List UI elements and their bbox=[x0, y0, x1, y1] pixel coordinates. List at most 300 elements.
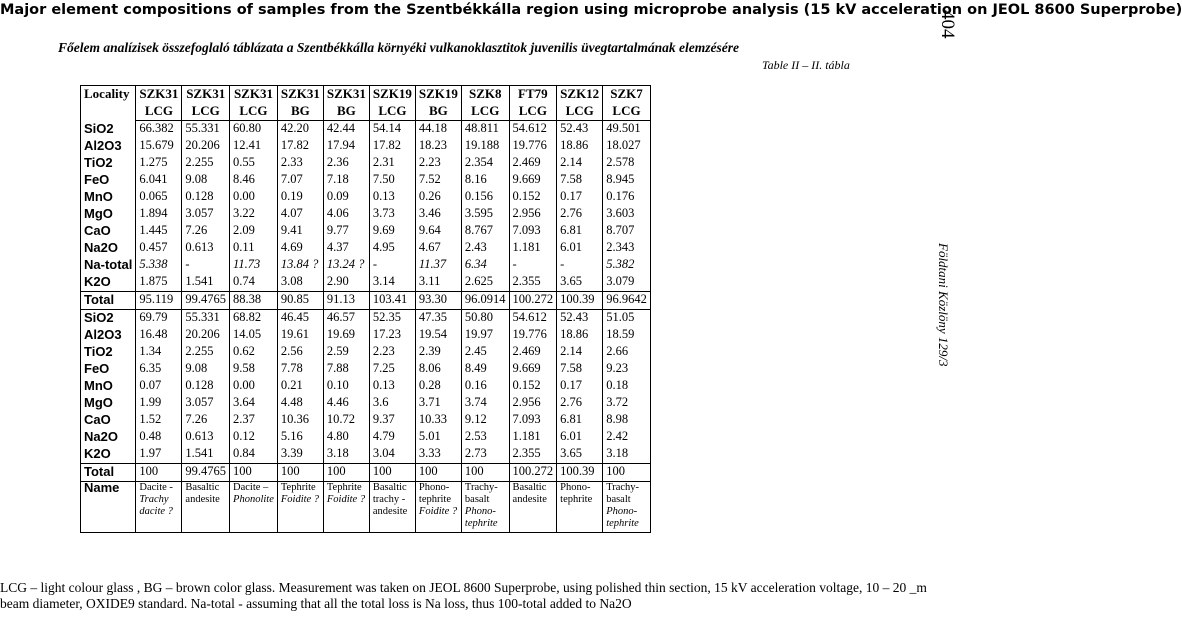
rock-name-line: Basaltic bbox=[512, 482, 547, 493]
table-cell: 3.603 bbox=[603, 206, 651, 223]
row-label: MgO bbox=[81, 206, 136, 223]
table-cell: 5.16 bbox=[277, 429, 323, 446]
column-glass-type-header: BG bbox=[277, 103, 323, 121]
table-cell: 18.59 bbox=[603, 327, 651, 344]
rock-name-line: Phonolite bbox=[233, 494, 274, 505]
table-row bbox=[81, 327, 651, 344]
table-cell: 2.14 bbox=[557, 155, 603, 172]
table-cell: 7.78 bbox=[277, 361, 323, 378]
table-row bbox=[81, 361, 651, 378]
row-label: FeO bbox=[81, 172, 136, 189]
table-cell: 2.45 bbox=[461, 344, 509, 361]
table-footnote: LCG – light colour glass , BG – brown color glass. Measurement was taken on JEOL 8600 Superprobe, using polished thin section, 15 kV acceleration voltage, 10 – 20 _m beam diameter, OXIDE9 standard. Na-total - assuming that all the total loss is Na loss, thus 100-total added to Na2O bbox=[0, 580, 927, 611]
table-cell: 0.457 bbox=[136, 240, 182, 257]
page-number: 404 bbox=[937, 10, 958, 39]
table-cell: 0.152 bbox=[509, 189, 557, 206]
table-cell: 0.128 bbox=[182, 189, 230, 206]
table-cell: 0.26 bbox=[415, 189, 461, 206]
rock-name-line: andesite bbox=[372, 506, 408, 517]
row-label: K2O bbox=[81, 274, 136, 292]
table-cell: 10.33 bbox=[415, 412, 461, 429]
table-cell: 18.23 bbox=[415, 138, 461, 155]
table-cell: 100 bbox=[461, 464, 509, 482]
table-cell: 2.354 bbox=[461, 155, 509, 172]
table-cell: 42.20 bbox=[277, 121, 323, 139]
table-cell: 2.355 bbox=[509, 446, 557, 464]
table-cell: 2.37 bbox=[230, 412, 278, 429]
rock-name-line: Tephrite bbox=[280, 482, 316, 493]
table-cell: 0.613 bbox=[182, 429, 230, 446]
row-label: Na2O bbox=[81, 240, 136, 257]
row-label: SiO2 bbox=[81, 121, 136, 139]
table-cell: 0.613 bbox=[182, 240, 230, 257]
table-cell: 0.21 bbox=[277, 378, 323, 395]
rock-name-line: Trachy- bbox=[606, 482, 640, 493]
table-cell: 19.97 bbox=[461, 327, 509, 344]
table-cell: 2.76 bbox=[557, 395, 603, 412]
row-label: SiO2 bbox=[81, 310, 136, 328]
table-row bbox=[81, 155, 651, 172]
table-cell: 3.08 bbox=[277, 274, 323, 292]
table-cell: 4.46 bbox=[323, 395, 369, 412]
table-cell: 66.382 bbox=[136, 121, 182, 139]
column-glass-type-header: BG bbox=[323, 103, 369, 121]
rock-name-cell bbox=[323, 482, 369, 533]
column-sample-header: FT79 bbox=[509, 86, 557, 104]
rock-name-line: Basaltic bbox=[185, 482, 220, 493]
table-cell: 9.08 bbox=[182, 172, 230, 189]
column-sample-header: SZK7 bbox=[603, 86, 651, 104]
table-cell: 1.894 bbox=[136, 206, 182, 223]
document-title-english: Major element compositions of samples from the Szentbékkálla region using microprobe analysis (15 kV acceleration on JEOL 8600 Superprobe) bbox=[0, 2, 1182, 18]
table-cell: 9.669 bbox=[509, 172, 557, 189]
row-label: Al2O3 bbox=[81, 138, 136, 155]
table-cell: 100.272 bbox=[509, 464, 557, 482]
table-cell: 19.69 bbox=[323, 327, 369, 344]
table-cell: 9.77 bbox=[323, 223, 369, 240]
table-cell: 2.31 bbox=[369, 155, 415, 172]
table-cell: 88.38 bbox=[230, 292, 278, 310]
table-cell: 100 bbox=[323, 464, 369, 482]
row-label: TiO2 bbox=[81, 155, 136, 172]
table-cell: 12.41 bbox=[230, 138, 278, 155]
rock-name-line: tephrite bbox=[560, 494, 593, 505]
table-cell: 4.06 bbox=[323, 206, 369, 223]
table-row bbox=[81, 429, 651, 446]
table-cell: 9.12 bbox=[461, 412, 509, 429]
column-sample-header: SZK31 bbox=[230, 86, 278, 104]
table-cell: 0.18 bbox=[603, 378, 651, 395]
table-cell: 100.39 bbox=[557, 464, 603, 482]
column-sample-header: SZK31 bbox=[323, 86, 369, 104]
header-row-glass-type bbox=[81, 103, 651, 121]
table-cell: 0.10 bbox=[323, 378, 369, 395]
table-cell: 0.28 bbox=[415, 378, 461, 395]
table-cell: 1.875 bbox=[136, 274, 182, 292]
table-cell: 11.37 bbox=[415, 257, 461, 274]
rock-name-cell bbox=[182, 482, 230, 533]
row-label: CaO bbox=[81, 412, 136, 429]
table-cell: 4.79 bbox=[369, 429, 415, 446]
rock-name-line: andesite bbox=[185, 494, 220, 505]
table-cell: 13.84 ? bbox=[277, 257, 323, 274]
table-cell: 54.612 bbox=[509, 121, 557, 139]
table-cell: 6.01 bbox=[557, 240, 603, 257]
table-cell: 2.09 bbox=[230, 223, 278, 240]
table-cell: 2.956 bbox=[509, 395, 557, 412]
table-cell: 6.041 bbox=[136, 172, 182, 189]
table-row bbox=[81, 464, 651, 482]
table-cell: 8.98 bbox=[603, 412, 651, 429]
table-cell: 9.64 bbox=[415, 223, 461, 240]
table-row bbox=[81, 310, 651, 328]
column-glass-type-header: LCG bbox=[603, 103, 651, 121]
row-label: FeO bbox=[81, 361, 136, 378]
table-cell: 20.206 bbox=[182, 327, 230, 344]
table-cell: 100 bbox=[415, 464, 461, 482]
rock-name-line: Foidite ? bbox=[418, 506, 458, 517]
table-cell: 9.23 bbox=[603, 361, 651, 378]
table-cell: 93.30 bbox=[415, 292, 461, 310]
table-cell: - bbox=[369, 257, 415, 274]
table-cell: 6.81 bbox=[557, 223, 603, 240]
rock-name-cell bbox=[415, 482, 461, 533]
table-cell: 4.95 bbox=[369, 240, 415, 257]
row-label: MgO bbox=[81, 395, 136, 412]
table-cell: 1.445 bbox=[136, 223, 182, 240]
table-cell: 9.58 bbox=[230, 361, 278, 378]
table-row bbox=[81, 172, 651, 189]
table-cell: 19.776 bbox=[509, 327, 557, 344]
table-cell: 7.52 bbox=[415, 172, 461, 189]
table-cell: 8.707 bbox=[603, 223, 651, 240]
table-cell: 1.181 bbox=[509, 240, 557, 257]
rock-name-line: tephrite bbox=[464, 518, 498, 529]
table-cell: 3.079 bbox=[603, 274, 651, 292]
rock-name-line: basalt bbox=[464, 494, 490, 505]
rock-name-line: Tephrite bbox=[326, 482, 362, 493]
table-cell: 7.58 bbox=[557, 361, 603, 378]
table-cell: 7.25 bbox=[369, 361, 415, 378]
table-cell: 9.08 bbox=[182, 361, 230, 378]
table-cell: 68.82 bbox=[230, 310, 278, 328]
rock-name-cell bbox=[277, 482, 323, 533]
table-cell: 2.66 bbox=[603, 344, 651, 361]
table-label: Table II – II. tábla bbox=[762, 58, 850, 72]
column-sample-header: SZK31 bbox=[136, 86, 182, 104]
column-sample-header: SZK19 bbox=[369, 86, 415, 104]
table-cell: 2.625 bbox=[461, 274, 509, 292]
table-cell: 11.73 bbox=[230, 257, 278, 274]
table-cell: 2.956 bbox=[509, 206, 557, 223]
table-cell: 17.82 bbox=[369, 138, 415, 155]
rock-name-line: trachy - bbox=[372, 494, 406, 505]
table-cell: 3.71 bbox=[415, 395, 461, 412]
rock-name-line: Trachy bbox=[139, 494, 169, 505]
table-cell: 4.69 bbox=[277, 240, 323, 257]
table-cell: 3.74 bbox=[461, 395, 509, 412]
table-cell: 6.35 bbox=[136, 361, 182, 378]
table-cell: 8.767 bbox=[461, 223, 509, 240]
table-cell: 1.34 bbox=[136, 344, 182, 361]
table-cell: 3.18 bbox=[323, 446, 369, 464]
rock-name-line: Phono- bbox=[606, 506, 638, 517]
table-cell: 90.85 bbox=[277, 292, 323, 310]
table-cell: 0.07 bbox=[136, 378, 182, 395]
table-cell: 0.48 bbox=[136, 429, 182, 446]
table-cell: 100 bbox=[369, 464, 415, 482]
table-cell: 2.43 bbox=[461, 240, 509, 257]
rock-name-line: Trachy- bbox=[464, 482, 498, 493]
table-cell: 1.99 bbox=[136, 395, 182, 412]
table-cell: 7.88 bbox=[323, 361, 369, 378]
table-cell: 3.46 bbox=[415, 206, 461, 223]
rock-name-line: Dacite – bbox=[233, 482, 269, 493]
table-cell: 48.811 bbox=[461, 121, 509, 139]
table-cell: 54.14 bbox=[369, 121, 415, 139]
table-cell: 0.13 bbox=[369, 189, 415, 206]
table-cell: 4.67 bbox=[415, 240, 461, 257]
table-cell: 2.33 bbox=[277, 155, 323, 172]
table-cell: 95.119 bbox=[136, 292, 182, 310]
table-cell: 14.05 bbox=[230, 327, 278, 344]
rock-name-cell bbox=[369, 482, 415, 533]
table-cell: 96.0914 bbox=[461, 292, 509, 310]
table-cell: 2.39 bbox=[415, 344, 461, 361]
table-cell: 0.55 bbox=[230, 155, 278, 172]
table-cell: 103.41 bbox=[369, 292, 415, 310]
table-cell: 60.80 bbox=[230, 121, 278, 139]
table-cell: 17.23 bbox=[369, 327, 415, 344]
table-cell: 3.65 bbox=[557, 274, 603, 292]
table-cell: 1.541 bbox=[182, 274, 230, 292]
table-cell: 0.84 bbox=[230, 446, 278, 464]
composition-table bbox=[80, 85, 651, 533]
table-cell: 3.65 bbox=[557, 446, 603, 464]
table-cell: 1.97 bbox=[136, 446, 182, 464]
table-cell: 51.05 bbox=[603, 310, 651, 328]
table-cell: 18.027 bbox=[603, 138, 651, 155]
table-cell: 9.37 bbox=[369, 412, 415, 429]
table-row bbox=[81, 240, 651, 257]
table-cell: 3.18 bbox=[603, 446, 651, 464]
table-cell: 7.18 bbox=[323, 172, 369, 189]
table-cell: 3.64 bbox=[230, 395, 278, 412]
table-cell: 91.13 bbox=[323, 292, 369, 310]
rock-name-cell bbox=[230, 482, 278, 533]
table-cell: 19.776 bbox=[509, 138, 557, 155]
table-cell: 7.07 bbox=[277, 172, 323, 189]
table-cell: 0.00 bbox=[230, 378, 278, 395]
table-cell: 7.26 bbox=[182, 412, 230, 429]
table-row bbox=[81, 395, 651, 412]
table-cell: 4.48 bbox=[277, 395, 323, 412]
table-cell: 3.057 bbox=[182, 206, 230, 223]
locality-header: Locality bbox=[81, 86, 136, 121]
table-cell: 100 bbox=[603, 464, 651, 482]
table-cell: 8.49 bbox=[461, 361, 509, 378]
table-cell: 69.79 bbox=[136, 310, 182, 328]
table-cell: 0.16 bbox=[461, 378, 509, 395]
table-cell: 2.36 bbox=[323, 155, 369, 172]
table-cell: 2.469 bbox=[509, 155, 557, 172]
table-cell: 2.469 bbox=[509, 344, 557, 361]
row-label: Na2O bbox=[81, 429, 136, 446]
table-cell: 13.24 ? bbox=[323, 257, 369, 274]
table-cell: 99.4765 bbox=[182, 464, 230, 482]
table-cell: 10.72 bbox=[323, 412, 369, 429]
table-cell: 0.152 bbox=[509, 378, 557, 395]
table-cell: 8.06 bbox=[415, 361, 461, 378]
document-title-hungarian: Főelem analízisek összefoglaló táblázata a Szentbékkálla környéki vulkanoklasztitok juvenilis üvegtartalmának elemzésére bbox=[58, 40, 740, 55]
table-cell: 0.176 bbox=[603, 189, 651, 206]
table-cell: 2.23 bbox=[369, 344, 415, 361]
table-cell: 7.26 bbox=[182, 223, 230, 240]
table-cell: 17.82 bbox=[277, 138, 323, 155]
table-row bbox=[81, 378, 651, 395]
rock-name-cell bbox=[603, 482, 651, 533]
rock-name-line: dacite ? bbox=[139, 506, 173, 517]
table-cell: 19.54 bbox=[415, 327, 461, 344]
table-cell: 6.01 bbox=[557, 429, 603, 446]
table-cell: 2.59 bbox=[323, 344, 369, 361]
table-cell: 8.46 bbox=[230, 172, 278, 189]
table-row bbox=[81, 206, 651, 223]
table-cell: 3.72 bbox=[603, 395, 651, 412]
row-label: TiO2 bbox=[81, 344, 136, 361]
table-cell: 10.36 bbox=[277, 412, 323, 429]
table-cell: 2.56 bbox=[277, 344, 323, 361]
table-cell: 100 bbox=[277, 464, 323, 482]
header-row-samples bbox=[81, 86, 651, 104]
table-cell: 0.19 bbox=[277, 189, 323, 206]
table-cell: 52.35 bbox=[369, 310, 415, 328]
column-glass-type-header: LCG bbox=[182, 103, 230, 121]
table-row bbox=[81, 344, 651, 361]
table-cell: 3.6 bbox=[369, 395, 415, 412]
row-label: MnO bbox=[81, 189, 136, 206]
table-cell: 1.275 bbox=[136, 155, 182, 172]
table-cell: 55.331 bbox=[182, 310, 230, 328]
row-label: Name bbox=[81, 482, 136, 533]
rock-name-line: andesite bbox=[512, 494, 547, 505]
table-cell: 0.12 bbox=[230, 429, 278, 446]
column-sample-header: SZK19 bbox=[415, 86, 461, 104]
row-label: Total bbox=[81, 292, 136, 310]
table-cell: 100 bbox=[230, 464, 278, 482]
rock-name-line: Foidite ? bbox=[326, 494, 366, 505]
table-row bbox=[81, 292, 651, 310]
table-cell: - bbox=[509, 257, 557, 274]
table-cell: 2.255 bbox=[182, 344, 230, 361]
column-glass-type-header: LCG bbox=[230, 103, 278, 121]
table-cell: 54.612 bbox=[509, 310, 557, 328]
table-cell: 2.76 bbox=[557, 206, 603, 223]
table-cell: 0.17 bbox=[557, 189, 603, 206]
column-glass-type-header: LCG bbox=[509, 103, 557, 121]
rock-name-line: tephrite bbox=[606, 518, 639, 529]
table-cell: 8.16 bbox=[461, 172, 509, 189]
table-cell: 7.58 bbox=[557, 172, 603, 189]
table-cell: 6.34 bbox=[461, 257, 509, 274]
column-sample-header: SZK31 bbox=[182, 86, 230, 104]
table-cell: 0.62 bbox=[230, 344, 278, 361]
table-cell: 3.04 bbox=[369, 446, 415, 464]
table-cell: 1.541 bbox=[182, 446, 230, 464]
table-cell: 7.093 bbox=[509, 223, 557, 240]
column-glass-type-header: LCG bbox=[461, 103, 509, 121]
table-cell: 1.181 bbox=[509, 429, 557, 446]
table-cell: 100 bbox=[136, 464, 182, 482]
table-cell: 3.595 bbox=[461, 206, 509, 223]
table-cell: 1.52 bbox=[136, 412, 182, 429]
table-cell: 2.23 bbox=[415, 155, 461, 172]
table-cell: 5.338 bbox=[136, 257, 182, 274]
table-cell: 0.156 bbox=[461, 189, 509, 206]
table-row-rock-name bbox=[81, 482, 651, 533]
table-cell: 2.90 bbox=[323, 274, 369, 292]
column-glass-type-header: LCG bbox=[557, 103, 603, 121]
table-row bbox=[81, 446, 651, 464]
table-cell: 100.272 bbox=[509, 292, 557, 310]
table-cell: 52.43 bbox=[557, 121, 603, 139]
table-cell: 99.4765 bbox=[182, 292, 230, 310]
table-row bbox=[81, 274, 651, 292]
table-cell: 2.73 bbox=[461, 446, 509, 464]
table-cell: 9.69 bbox=[369, 223, 415, 240]
table-cell: 3.14 bbox=[369, 274, 415, 292]
table-cell: 5.01 bbox=[415, 429, 461, 446]
table-cell: 5.382 bbox=[603, 257, 651, 274]
column-sample-header: SZK8 bbox=[461, 86, 509, 104]
row-label: K2O bbox=[81, 446, 136, 464]
table-cell: 3.057 bbox=[182, 395, 230, 412]
table-cell: 3.39 bbox=[277, 446, 323, 464]
column-glass-type-header: LCG bbox=[369, 103, 415, 121]
row-label: Al2O3 bbox=[81, 327, 136, 344]
table-row bbox=[81, 189, 651, 206]
rock-name-line: Basaltic bbox=[372, 482, 407, 493]
table-cell: 3.73 bbox=[369, 206, 415, 223]
table-cell: 19.61 bbox=[277, 327, 323, 344]
table-cell: 20.206 bbox=[182, 138, 230, 155]
table-cell: 0.11 bbox=[230, 240, 278, 257]
rock-name-line: Phono- bbox=[418, 482, 450, 493]
table-cell: - bbox=[182, 257, 230, 274]
row-label: Total bbox=[81, 464, 136, 482]
table-cell: 49.501 bbox=[603, 121, 651, 139]
rock-name-cell bbox=[557, 482, 603, 533]
table-cell: 50.80 bbox=[461, 310, 509, 328]
table-cell: 55.331 bbox=[182, 121, 230, 139]
row-label: CaO bbox=[81, 223, 136, 240]
table-row bbox=[81, 121, 651, 139]
table-cell: 9.669 bbox=[509, 361, 557, 378]
table-cell: 4.07 bbox=[277, 206, 323, 223]
table-cell: 3.22 bbox=[230, 206, 278, 223]
table-cell: 3.33 bbox=[415, 446, 461, 464]
table-cell: 18.86 bbox=[557, 138, 603, 155]
table-cell: 9.41 bbox=[277, 223, 323, 240]
table-cell: 0.13 bbox=[369, 378, 415, 395]
table-row bbox=[81, 412, 651, 429]
table-cell: 2.255 bbox=[182, 155, 230, 172]
table-cell: 0.17 bbox=[557, 378, 603, 395]
column-sample-header: SZK12 bbox=[557, 86, 603, 104]
journal-citation: Földtani Közlöny 129/3 bbox=[936, 243, 951, 367]
row-label: MnO bbox=[81, 378, 136, 395]
table-cell: 3.11 bbox=[415, 274, 461, 292]
